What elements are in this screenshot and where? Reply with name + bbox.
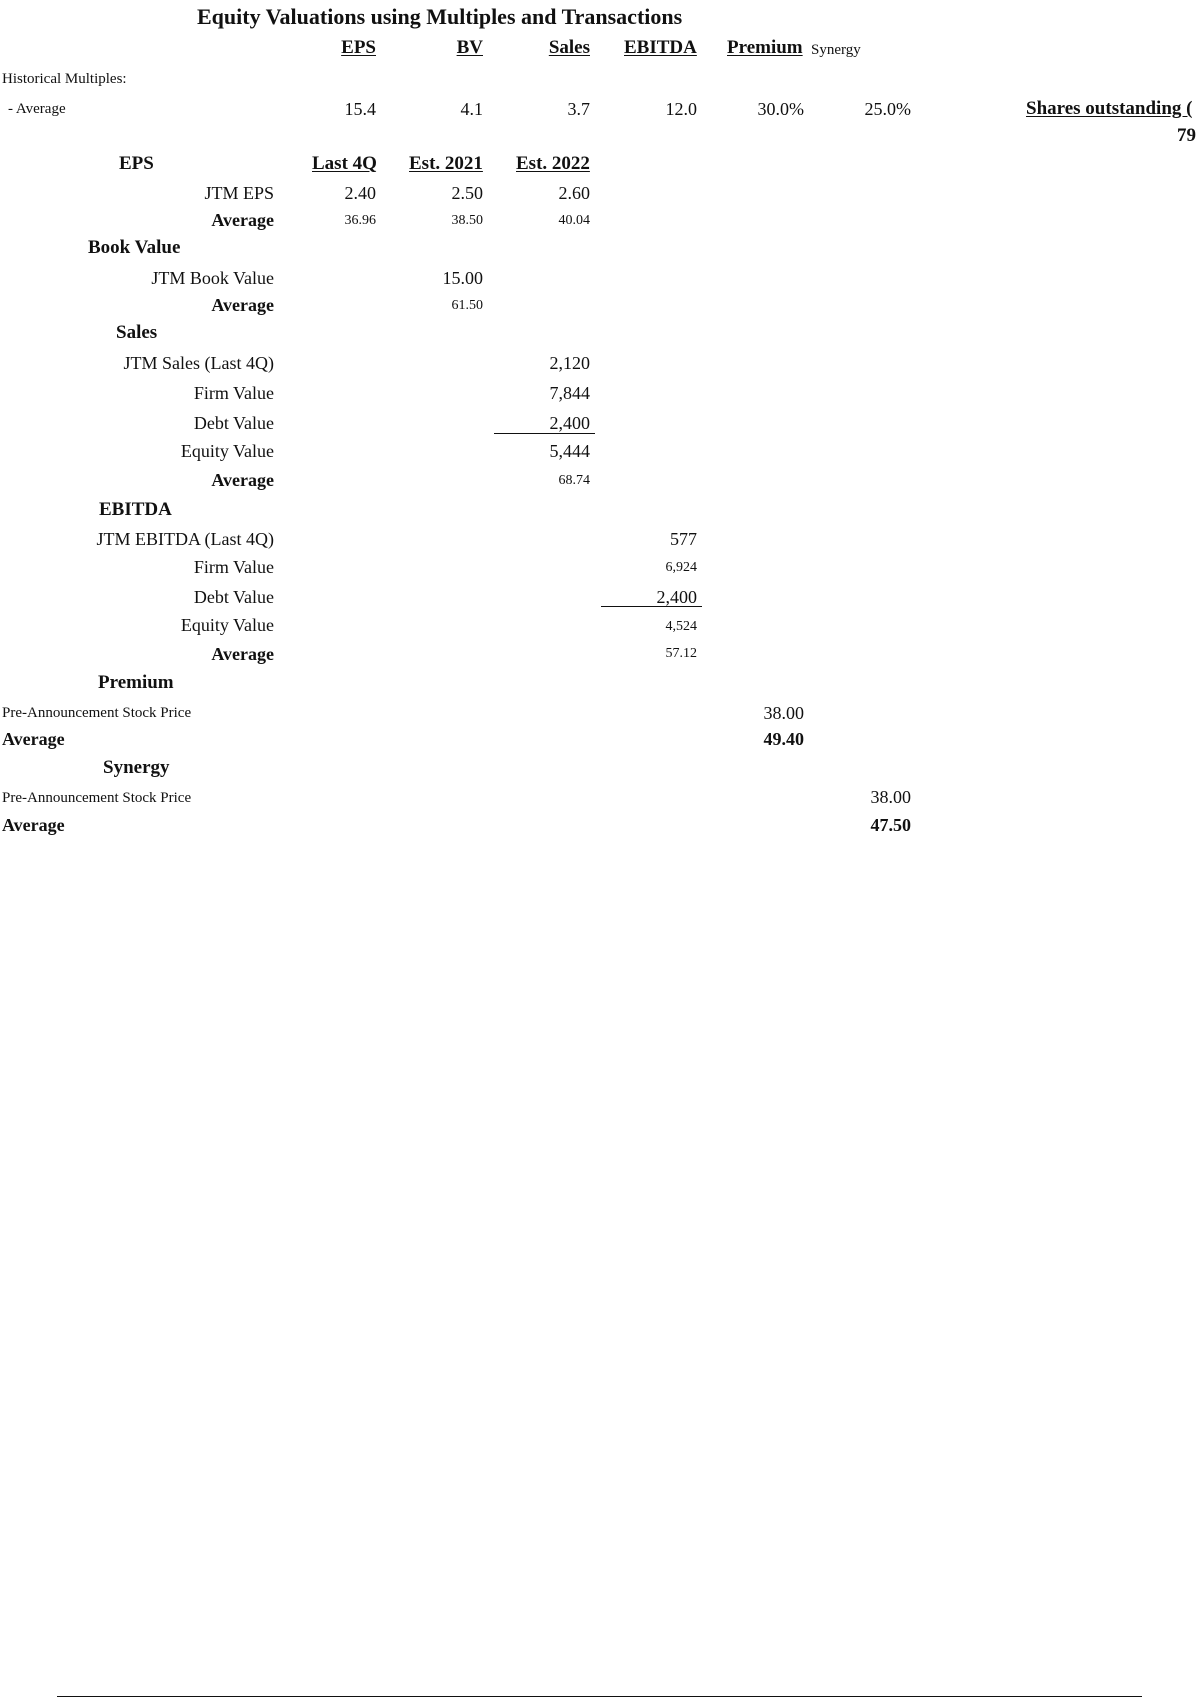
premium-section-heading: Premium [98, 672, 174, 693]
col-header-est-2022: Est. 2022 [516, 153, 590, 174]
synergy-section-heading: Synergy [103, 757, 170, 778]
col-header-ebitda: EBITDA [624, 37, 697, 58]
sales-firm-value: 7,844 [549, 383, 590, 403]
ebitda-jtm-label: JTM EBITDA (Last 4Q) [96, 529, 274, 549]
ebitda-average-label: Average [211, 644, 274, 664]
ebitda-debt-value: 2,400 [656, 587, 697, 607]
shares-outstanding-label: Shares outstanding ( [1026, 98, 1193, 119]
sales-debt-value-label: Debt Value [193, 413, 274, 433]
sales-equity-value-label: Equity Value [180, 441, 274, 461]
jtm-bv-value: 15.00 [442, 268, 483, 288]
shares-outstanding-value: 79 [1177, 125, 1196, 146]
eps-average-last4q: 36.96 [344, 213, 376, 228]
sales-average-value: 68.74 [558, 473, 590, 488]
historical-bv-value: 4.1 [460, 99, 483, 119]
synergy-price-label: Pre-Announcement Stock Price [2, 790, 192, 806]
col-header-last-4q: Last 4Q [312, 153, 377, 174]
sales-jtm-label: JTM Sales (Last 4Q) [123, 353, 274, 373]
sales-equity-value: 5,444 [549, 441, 590, 461]
bv-average-label: Average [211, 295, 274, 315]
ebitda-debt-value-label: Debt Value [193, 587, 274, 607]
sales-section-heading: Sales [116, 322, 158, 343]
sales-average-label: Average [211, 470, 274, 490]
jtm-bv-label: JTM Book Value [151, 268, 274, 288]
ebitda-jtm-value: 577 [670, 529, 697, 549]
col-header-est-2021: Est. 2021 [409, 153, 483, 174]
page-footer-rule [57, 1696, 1142, 1697]
ebitda-average-value: 57.12 [665, 646, 697, 661]
col-header-premium: Premium [727, 37, 803, 58]
ebitda-subtotal-rule [601, 606, 702, 607]
ebitda-section-heading: EBITDA [99, 499, 172, 520]
historical-premium-value: 30.0% [757, 99, 804, 119]
historical-multiples-label: Historical Multiples: [2, 71, 127, 87]
ebitda-equity-value-label: Equity Value [180, 615, 274, 635]
jtm-eps-est2021: 2.50 [451, 183, 483, 203]
eps-average-label: Average [211, 210, 274, 230]
historical-sales-value: 3.7 [567, 99, 590, 119]
premium-price-label: Pre-Announcement Stock Price [2, 705, 192, 721]
eps-average-est2021: 38.50 [451, 213, 483, 228]
bv-section-heading: Book Value [88, 237, 181, 258]
historical-eps-value: 15.4 [344, 99, 376, 119]
premium-price-value: 38.00 [763, 703, 804, 723]
eps-average-est2022: 40.04 [558, 213, 590, 228]
sales-subtotal-rule [494, 433, 595, 434]
jtm-eps-est2022: 2.60 [558, 183, 590, 203]
ebitda-equity-value: 4,524 [665, 619, 697, 634]
historical-ebitda-value: 12.0 [665, 99, 697, 119]
historical-average-label: - Average [8, 101, 66, 117]
jtm-eps-label: JTM EPS [204, 183, 274, 203]
synergy-price-value: 38.00 [870, 787, 911, 807]
ebitda-firm-value: 6,924 [665, 560, 697, 575]
jtm-eps-last4q: 2.40 [344, 183, 376, 203]
col-header-sales: Sales [548, 37, 590, 58]
sales-firm-value-label: Firm Value [193, 383, 274, 403]
synergy-average-label: Average [2, 815, 65, 835]
premium-average-label: Average [2, 729, 65, 749]
premium-average-value: 49.40 [763, 729, 804, 749]
col-header-bv: BV [456, 37, 483, 58]
ebitda-firm-value-label: Firm Value [193, 557, 274, 577]
bv-average-value: 61.50 [451, 298, 483, 313]
historical-synergy-value: 25.0% [864, 99, 911, 119]
synergy-average-value: 47.50 [870, 815, 911, 835]
sales-jtm-value: 2,120 [549, 353, 590, 373]
col-header-synergy: Synergy [811, 42, 861, 58]
col-header-eps: EPS [341, 37, 376, 58]
eps-section-heading: EPS [119, 153, 154, 174]
page-title: Equity Valuations using Multiples and Transactions [197, 4, 683, 29]
sales-debt-value: 2,400 [549, 413, 590, 433]
